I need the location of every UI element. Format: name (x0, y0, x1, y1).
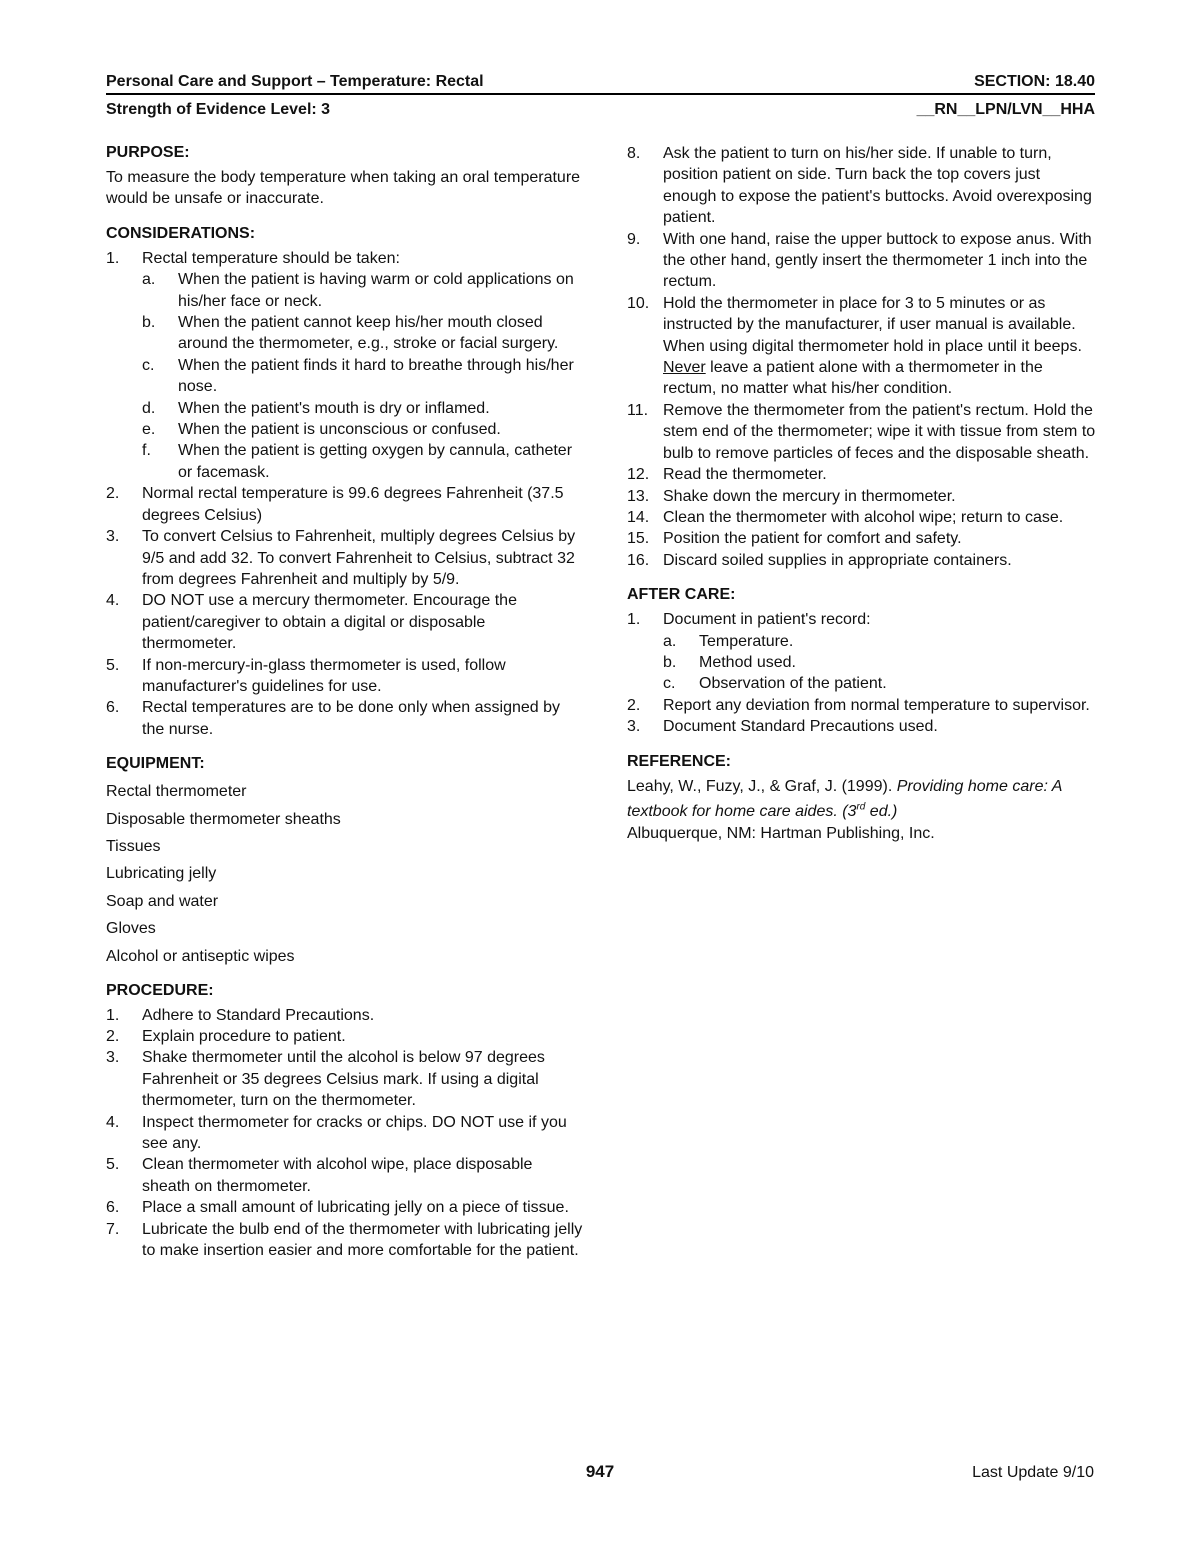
list-item (106, 483, 584, 526)
item-number: 5. (106, 1156, 120, 1174)
sub-item (663, 652, 1097, 673)
list-item (106, 1005, 584, 1026)
reference-heading: REFERENCE: (627, 752, 732, 770)
item-text: To convert Celsius to Fahrenheit, multiply degrees Celsius by 9/5 and add 32. To convert Fahrenheit to Celsius, subtract 32 from degrees Fahrenheit and multiply by 5/9. (142, 528, 576, 588)
sub-item-letter: b. (142, 314, 156, 332)
item-text: Read the thermometer. (663, 466, 827, 484)
sub-item-text: When the patient finds it hard to breathe through his/her nose. (178, 356, 574, 396)
sub-item (142, 312, 584, 355)
sub-item-letter: d. (142, 399, 156, 417)
item-text: Position the patient for comfort and safety. (663, 530, 962, 548)
item-number: 14. (627, 508, 650, 526)
list-item (627, 400, 1097, 464)
item-number: 7. (106, 1220, 120, 1238)
sub-item-text: When the patient's mouth is dry or inflamed. (178, 399, 490, 417)
list-item (106, 1219, 584, 1262)
item-text: Clean the thermometer with alcohol wipe; return to case. (663, 508, 1064, 526)
reference-title-part: ed.) (865, 803, 898, 821)
item-text: Shake thermometer until the alcohol is below 97 degrees Fahrenheit or 35 degrees Celsius mark. If using a digital thermometer, turn on the thermometer. (142, 1049, 545, 1110)
evidence-level: Strength of Evidence Level: 3 (106, 101, 331, 118)
list-item (627, 293, 1097, 400)
equipment-heading: EQUIPMENT: (106, 755, 205, 773)
reference-title-part: Providing home care: A textbook for home care aides. (3 (627, 777, 1062, 821)
list-item (627, 464, 1097, 485)
list-item (106, 248, 584, 483)
list-item (627, 507, 1097, 528)
item-number: 2. (627, 696, 641, 714)
item-text: Shake down the mercury in thermometer. (663, 487, 956, 505)
item-text: Place a small amount of lubricating jelly on a piece of tissue. (142, 1199, 569, 1217)
sub-item (142, 269, 584, 312)
item-number: 16. (627, 551, 650, 569)
item-text: Remove the thermometer from the patient's rectum. Hold the stem end of the thermometer; wipe it with tissue from stem to bulb to remove particles of feces and the disposable sheath. (663, 401, 1096, 462)
item-text: Lubricate the bulb end of the thermometer with lubricating jelly to make insertion easier and more comfortable for the patient. (142, 1220, 583, 1259)
item-text: Ask the patient to turn on his/her side. If unable to turn, position patient on side. Turn back the top covers just enough to expose the patient's buttocks. Avoid overexposing patient. (663, 145, 1092, 227)
item-text: Explain procedure to patient. (142, 1027, 346, 1045)
item-number: 9. (627, 230, 641, 248)
list-item (106, 526, 584, 590)
header-rule (106, 93, 1095, 95)
sub-item (663, 631, 1097, 652)
item-number: 3. (106, 1049, 120, 1067)
equipment-item: Lubricating jelly (106, 865, 217, 883)
sub-item-text: When the patient cannot keep his/her mouth closed around the thermometer, e.g., stroke or facial surgery. (178, 314, 559, 353)
item-number: 3. (627, 718, 641, 736)
list-item (627, 486, 1097, 507)
section-number: SECTION: 18.40 (974, 73, 1095, 90)
item-text-part: Hold the thermometer in place for 3 to 5 minutes or as instructed by the manufacturer, if user manual is available. When using digital thermometer hold in place until it beeps. (663, 294, 1082, 355)
item-text: Report any deviation from normal temperature to supervisor. (663, 696, 1090, 714)
item-number: 5. (106, 656, 120, 674)
item-text: Discard soiled supplies in appropriate containers. (663, 551, 1012, 569)
header-row-1 (106, 72, 1095, 92)
item-text: Inspect thermometer for cracks or chips. DO NOT use if you see any. (142, 1113, 567, 1152)
equipment-item: Alcohol or antiseptic wipes (106, 947, 295, 965)
procedure-continued (627, 143, 1097, 571)
item-text: Rectal temperature should be taken: (142, 249, 400, 267)
sub-item (663, 673, 1097, 694)
sub-item-letter: f. (142, 442, 151, 460)
list-item (106, 1197, 584, 1218)
list-item (627, 229, 1097, 293)
procedure-section (106, 981, 584, 1262)
purpose-heading: PURPOSE: (106, 144, 190, 161)
after-care-heading: AFTER CARE: (627, 586, 736, 604)
header-row-2 (106, 100, 1095, 120)
equipment-item: Tissues (106, 837, 161, 855)
item-number: 3. (106, 528, 120, 546)
equipment-item: Soap and water (106, 892, 219, 910)
item-number: 4. (106, 1113, 120, 1131)
item-text (663, 295, 1082, 398)
item-text: DO NOT use a mercury thermometer. Encourage the patient/caregiver to obtain a digital or disposable thermometer. (142, 592, 517, 653)
list-item (106, 697, 584, 740)
sub-item-text: When the patient is getting oxygen by cannula, catheter or facemask. (178, 442, 573, 481)
sub-item-text: When the patient is unconscious or confused. (178, 421, 501, 439)
item-number: 10. (627, 294, 650, 312)
item-number: 4. (106, 592, 120, 610)
left-column (106, 143, 584, 1275)
equipment-section (106, 754, 584, 966)
equipment-item: Disposable thermometer sheaths (106, 810, 341, 828)
item-number: 15. (627, 530, 650, 548)
item-text: Rectal temperatures are to be done only when assigned by the nurse. (142, 699, 561, 738)
item-number: 8. (627, 145, 641, 162)
list-item (106, 1112, 584, 1155)
list-item (627, 143, 1097, 229)
considerations-heading: CONSIDERATIONS: (106, 224, 256, 242)
page-number: 947 (585, 1462, 615, 1481)
list-item (627, 695, 1097, 716)
item-number: 11. (627, 401, 649, 419)
considerations-section (106, 224, 584, 740)
item-text: Clean thermometer with alcohol wipe, place disposable sheath on thermometer. (142, 1156, 533, 1195)
item-text: If non-mercury-in-glass thermometer is used, follow manufacturer's guidelines for use. (142, 656, 506, 695)
item-number: 1. (106, 249, 120, 267)
list-item (627, 716, 1097, 737)
item-text: Normal rectal temperature is 99.6 degrees Fahrenheit (37.5 degrees Celsius) (142, 485, 564, 524)
list-item (106, 1154, 584, 1197)
sub-item (142, 440, 584, 483)
reference-edition-suffix: rd (856, 801, 866, 813)
item-number: 2. (106, 485, 120, 503)
item-number: 2. (106, 1027, 120, 1045)
sub-item-letter: a. (663, 632, 677, 650)
list-item (106, 1047, 584, 1111)
list-item (106, 1026, 584, 1047)
reference-publisher: Albuquerque, NM: Hartman Publishing, Inc. (627, 824, 935, 842)
purpose-text: To measure the body temperature when taking an oral temperature would be unsafe or inaccurate. (106, 169, 581, 208)
role-list: __RN__LPN/LVN__HHA (916, 101, 1095, 118)
list-item (627, 528, 1097, 549)
sub-item-text: Method used. (699, 653, 796, 671)
item-text: With one hand, raise the upper buttock to expose anus. With the other hand, gently insert the thermometer 1 inch into the rectum. (663, 230, 1092, 291)
sub-item (142, 398, 584, 419)
item-number: 13. (627, 487, 650, 505)
list-item (106, 590, 584, 654)
reference-section (627, 752, 1097, 845)
list-item (627, 550, 1097, 571)
sub-item-letter: b. (663, 653, 677, 671)
item-text: Document in patient's record: (663, 611, 871, 629)
reference-authors: Leahy, W., Fuzy, J., & Graf, J. (1999). (627, 777, 897, 795)
item-number: 1. (106, 1006, 120, 1024)
sub-item-text: Temperature. (699, 632, 794, 650)
sub-item-text: When the patient is having warm or cold applications on his/her face or neck. (178, 271, 574, 310)
equipment-item: Rectal thermometer (106, 783, 247, 801)
list-item (106, 655, 584, 698)
purpose-section (106, 143, 584, 210)
item-number: 6. (106, 699, 120, 717)
sub-item (142, 355, 584, 398)
right-column (627, 143, 1097, 858)
sub-item (142, 419, 584, 440)
item-text: Document Standard Precautions used. (663, 718, 938, 736)
last-update: Last Update 9/10 (972, 1464, 1094, 1481)
item-text: Adhere to Standard Precautions. (142, 1006, 375, 1024)
procedure-heading: PROCEDURE: (106, 981, 214, 999)
sub-item-letter: c. (142, 356, 155, 374)
sub-item-letter: c. (663, 675, 676, 693)
document-title: Personal Care and Support – Temperature: Rectal (106, 73, 484, 90)
item-number: 1. (627, 611, 641, 629)
equipment-item: Gloves (106, 920, 156, 938)
item-number: 12. (627, 466, 650, 484)
item-number: 6. (106, 1199, 120, 1217)
item-text-part: leave a patient alone with a thermometer in the rectum, no matter what his/her condition. (663, 359, 1043, 398)
reference-citation (627, 776, 1097, 823)
emphasis-never: Never (663, 359, 706, 377)
sub-item-letter: a. (142, 271, 156, 289)
list-item (627, 609, 1097, 695)
sub-item-text: Observation of the patient. (699, 675, 887, 693)
after-care-section (627, 585, 1097, 737)
sub-item-letter: e. (142, 421, 156, 439)
